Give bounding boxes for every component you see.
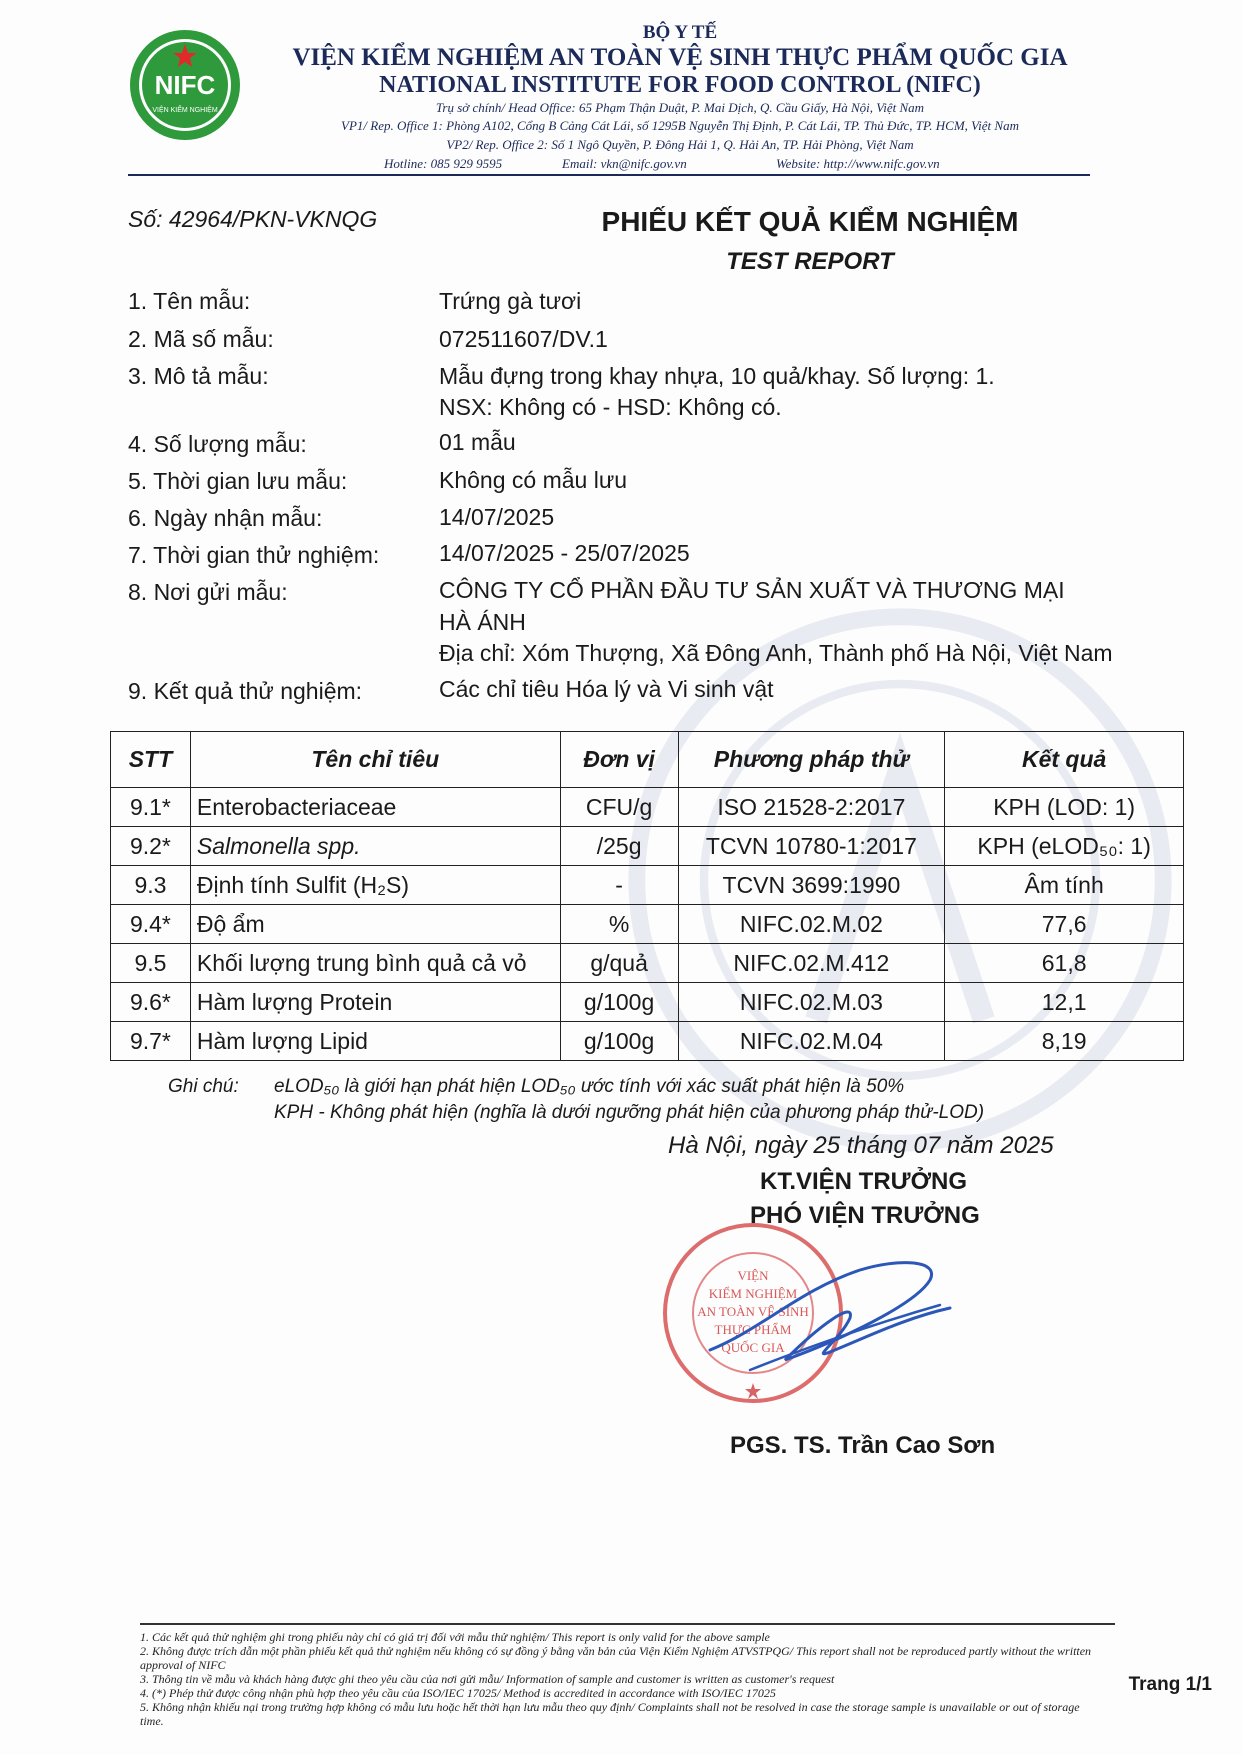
info-value: Mẫu đựng trong khay nhựa, 10 quả/khay. Số lượng: 1.: [439, 363, 995, 389]
cell-unit: g/100g: [560, 983, 678, 1022]
handwritten-signature-icon: [690, 1230, 960, 1390]
document-number: Số: 42964/PKN-VKNQG: [128, 206, 378, 232]
info-value: 14/07/2025: [439, 504, 555, 530]
cell-stt: 9.7*: [111, 1022, 191, 1061]
cell-method: NIFC.02.M.04: [678, 1022, 945, 1061]
info-value: Không có mẫu lưu: [439, 467, 628, 493]
info-label: 3. Mô tả mẫu:: [128, 363, 269, 389]
cell-result: 8,19: [945, 1022, 1184, 1061]
stamp-line: THỰC PHẨM: [714, 1322, 792, 1337]
info-label: 4. Số lượng mẫu:: [128, 431, 307, 457]
col-header-name: Tên chỉ tiêu: [190, 732, 560, 788]
cell-stt: 9.4*: [111, 905, 191, 944]
cell-name: Hàm lượng Protein: [190, 983, 560, 1022]
info-value: CÔNG TY CỔ PHẦN ĐẦU TƯ SẢN XUẤT VÀ THƯƠNG MẠI: [439, 577, 1065, 603]
cell-stt: 9.3: [111, 866, 191, 905]
cell-method: NIFC.02.M.02: [678, 905, 945, 944]
info-value: 14/07/2025 - 25/07/2025: [439, 540, 690, 566]
cell-method: TCVN 10780-1:2017: [678, 827, 945, 866]
report-title: PHIẾU KẾT QUẢ KIỂM NGHIỆM: [601, 206, 1019, 237]
col-header-unit: Đơn vị: [560, 732, 678, 788]
footer-note: 2. Không được trích dẫn một phần phiếu kết quả thử nghiệm nếu không có sự đồng ý bằng văn bản của Viện Kiểm Nghiệm ATVSTPQG/ This report shall not be reproduced partly without the written approval of NIFC: [140, 1644, 1092, 1672]
col-header-stt: STT: [111, 732, 191, 788]
info-value: Trứng gà tươi: [439, 288, 582, 314]
cell-name: Độ ẩm: [190, 905, 560, 944]
info-value: HÀ ÁNH: [439, 609, 526, 635]
col-header-method: Phương pháp thử: [678, 732, 945, 788]
cell-name: Khối lượng trung bình quả cả vỏ: [190, 944, 560, 983]
cell-result: 61,8: [945, 944, 1184, 983]
email: Email: vkn@nifc.gov.vn: [562, 156, 687, 171]
cell-method: TCVN 3699:1990: [678, 866, 945, 905]
header-divider: [128, 174, 1090, 176]
table-row: [111, 788, 1184, 827]
head-office-address: Trụ sở chính/ Head Office: 65 Phạm Thận Duật, P. Mai Dịch, Q. Cầu Giấy, Hà Nội, Việt Nam: [435, 100, 925, 115]
cell-result: Âm tính: [945, 866, 1184, 905]
cell-stt: 9.2*: [111, 827, 191, 866]
stamp-line: VIỆN: [737, 1268, 769, 1283]
logo-caption: VIỆN KIỂM NGHIỆM: [152, 107, 218, 114]
website: Website: http://www.nifc.gov.vn: [776, 156, 940, 171]
footer-note: 3. Thông tin về mẫu và khách hàng được ghi theo yêu cầu của nơi gửi mẫu/ Information of sample and customer is written as customer's request: [140, 1672, 835, 1686]
table-row: [111, 827, 1184, 866]
cell-unit: /25g: [560, 827, 678, 866]
table-row: [111, 1022, 1184, 1061]
table-row: [111, 866, 1184, 905]
info-label: 9. Kết quả thử nghiệm:: [128, 678, 363, 704]
footer-note: 5. Không nhận khiếu nại trong trường hợp không có mẫu lưu hoặc hết thời hạn lưu mẫu theo quy định/ Complaints shall not be resolved in case the storage sample is unavailable or out of storage time.: [140, 1700, 1080, 1728]
rep-office-2-address: VP2/ Rep. Office 2: Số 1 Ngô Quyền, P. Đông Hải 1, Q. Hải An, TP. Hải Phòng, Việt Nam: [446, 137, 914, 152]
footer-divider: [140, 1623, 1115, 1625]
report-subtitle: TEST REPORT: [726, 248, 894, 275]
table-row: [111, 983, 1184, 1022]
note-line-elod: eLOD₅₀ là giới hạn phát hiện LOD₅₀ ước tính với xác suất phát hiện là 50%: [274, 1076, 905, 1097]
signer-name: PGS. TS. Trần Cao Sơn: [730, 1432, 996, 1459]
cell-name: Hàm lượng Lipid: [190, 1022, 560, 1061]
info-label: 8. Nơi gửi mẫu:: [128, 579, 288, 605]
cell-result: KPH (eLOD₅₀: 1): [945, 827, 1184, 866]
table-row: [111, 905, 1184, 944]
info-value: 072511607/DV.1: [439, 326, 608, 352]
cell-result: 12,1: [945, 983, 1184, 1022]
cell-method: NIFC.02.M.412: [678, 944, 945, 983]
signer-role-2: PHÓ VIỆN TRƯỞNG: [750, 1202, 980, 1229]
info-value: NSX: Không có - HSD: Không có.: [439, 394, 782, 420]
place-date: Hà Nội, ngày 25 tháng 07 năm 2025: [668, 1132, 1054, 1159]
info-label: 6. Ngày nhận mẫu:: [128, 505, 323, 531]
info-value: Các chỉ tiêu Hóa lý và Vi sinh vật: [439, 676, 774, 702]
footer-note: 1. Các kết quả thử nghiệm ghi trong phiếu này chỉ có giá trị đối với mẫu thử nghiệm/ This report is only valid for the above sample: [140, 1630, 770, 1644]
cell-unit: g/quả: [560, 944, 678, 983]
cell-unit: g/100g: [560, 1022, 678, 1061]
stamp-line: QUỐC GIA: [721, 1340, 785, 1355]
signer-role-1: KT.VIỆN TRƯỞNG: [760, 1168, 968, 1195]
footer-note: 4. (*) Phép thử được công nhận phù hợp theo yêu cầu của ISO/IEC 17025/ Method is accredited in accordance with ISO/IEC 17025: [140, 1686, 776, 1700]
cell-name: Định tính Sulfit (H₂S): [190, 866, 560, 905]
nifc-logo-icon: [128, 28, 242, 142]
stamp-line: AN TOÀN VỆ SINH: [697, 1304, 809, 1319]
rep-office-1-address: VP1/ Rep. Office 1: Phòng A102, Cổng B Cảng Cát Lái, số 1295B Nguyễn Thị Định, P. Cát Lái, TP. Thủ Đức, TP. HCM, Việt Nam: [341, 118, 1019, 133]
results-table: [110, 731, 1184, 1061]
cell-unit: %: [560, 905, 678, 944]
institute-name-vn: VIỆN KIỂM NGHIỆM AN TOÀN VỆ SINH THỰC PHẨM QUỐC GIA: [292, 44, 1068, 71]
ministry-name: BỘ Y TẾ: [642, 22, 718, 43]
info-label: 5. Thời gian lưu mẫu:: [128, 468, 348, 494]
cell-unit: -: [560, 866, 678, 905]
cell-stt: 9.6*: [111, 983, 191, 1022]
note-line-kph: KPH - Không phát hiện (nghĩa là dưới ngưỡng phát hiện của phương pháp thử-LOD): [274, 1102, 985, 1123]
stamp-line: KIỂM NGHIỆM: [708, 1286, 798, 1301]
info-value: Địa chỉ: Xóm Thượng, Xã Đông Anh, Thành phố Hà Nội, Việt Nam: [439, 640, 1113, 666]
hotline: Hotline: 085 929 9595: [384, 156, 503, 171]
logo-text: NIFC: [154, 70, 216, 100]
info-label: 7. Thời gian thử nghiệm:: [128, 542, 380, 568]
cell-result: 77,6: [945, 905, 1184, 944]
cell-result: KPH (LOD: 1): [945, 788, 1184, 827]
cell-stt: 9.1*: [111, 788, 191, 827]
cell-name: Salmonella spp.: [190, 827, 560, 866]
institute-name-en: NATIONAL INSTITUTE FOR FOOD CONTROL (NIFC): [379, 72, 981, 98]
page-number: Trang 1/1: [1128, 1674, 1212, 1695]
info-label: 2. Mã số mẫu:: [128, 326, 274, 352]
info-value: 01 mẫu: [439, 429, 516, 455]
table-row: [111, 944, 1184, 983]
cell-method: NIFC.02.M.03: [678, 983, 945, 1022]
notes-label: Ghi chú:: [168, 1076, 239, 1097]
table-header-row: [111, 732, 1184, 788]
cell-unit: CFU/g: [560, 788, 678, 827]
info-label: 1. Tên mẫu:: [128, 288, 251, 314]
cell-stt: 9.5: [111, 944, 191, 983]
cell-name: Enterobacteriaceae: [190, 788, 560, 827]
col-header-result: Kết quả: [945, 732, 1184, 788]
cell-method: ISO 21528-2:2017: [678, 788, 945, 827]
